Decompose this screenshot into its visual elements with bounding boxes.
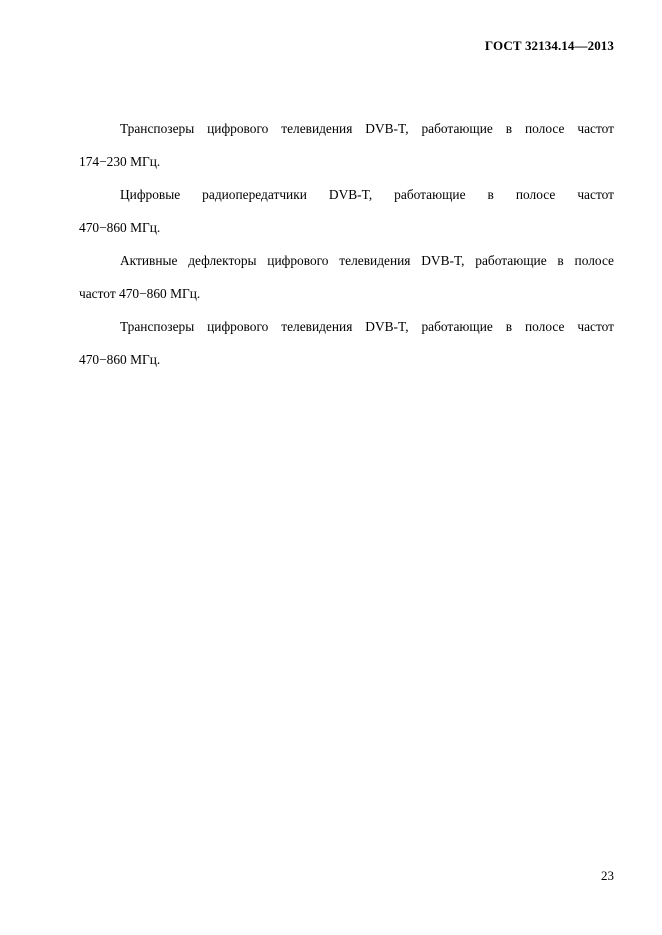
document-code-header: ГОСТ 32134.14—2013 <box>484 38 614 53</box>
page-number: 23 <box>601 868 614 883</box>
paragraph-1-first-line: Транспозеры цифрового телевидения DVB-T, работающие в полосе частот <box>120 121 614 136</box>
paragraph-3 <box>79 244 614 310</box>
paragraph-1 <box>79 112 614 178</box>
paragraph-2-first-line: Цифровые радиопередатчики DVB-T, работающие в полосе частот <box>120 187 614 202</box>
paragraph-4-first-line: Транспозеры цифрового телевидения DVB-T, работающие в полосе частот <box>120 319 614 334</box>
paragraph-4-continuation: 470−860 МГц. <box>79 352 161 367</box>
paragraph-4 <box>79 310 614 376</box>
paragraph-3-first-line: Активные дефлекторы цифрового телевидения DVB-T, работающие в полосе <box>120 253 614 268</box>
paragraph-2-continuation: 470−860 МГц. <box>79 220 161 235</box>
paragraph-3-continuation: частот 470−860 МГц. <box>79 286 201 301</box>
paragraph-2 <box>79 178 614 244</box>
paragraph-1-continuation: 174−230 МГц. <box>79 154 161 169</box>
body-text <box>79 112 614 376</box>
